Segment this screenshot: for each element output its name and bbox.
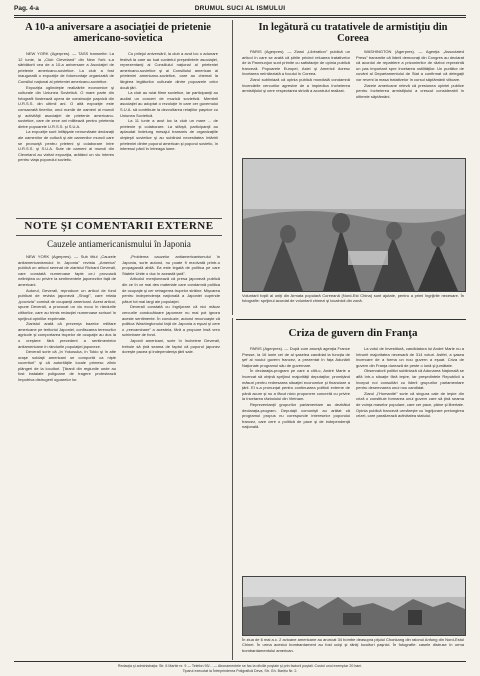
article-4-body-col1: PARIS (Agerpres). — După cum anunţă agenţia France Presse, la 16 iunie cei de al şaselea candidat la funcţia de şef al noului guvern francez, a prezentat în faţa Adunării Naţionale programul său de guvernare. În declaraţia-program pe care a citit-o, André Marie a încercat să obţină sprijinul majorităţii deputaţilor, promiţând măsuri pentru redresarea situaţiei economice şi financiare a ţării. El s-a pronunţat pentru continuarea politicii externe de până acum şi nu a făcut nicio propunere concretă cu privire la încetarea războiului din Vietnam. Reprezentanţii grupurilor parlamentare au dezbătut declaraţia-program. Deputaţii comunişti au arătat că programul propus nu corespunde intereselor poporului francez, care cere o politică de pace şi de independenţă naţională. [242,346,350,430]
article-2-body-col1: PARIS (Agerpres). — Ziarul „Libération" publică un articol în care se arată că ştirile privind reluarea tratativelor de la Panmunjon sunt primite cu satisfacţie de opinia publică franceză. Popoarele Europei, Asiei şi Americii doresc încetarea neîntârziată a focului în Coreea. Ziarul subliniază că opinia publică mondială condamnă încercările cercurilor agresive de a împiedica încheierea armistiţiului şi cere respectarea strictă a acordului realizat. [242,49,350,94]
article-2-photo [242,158,466,292]
page-footer [14,664,466,673]
article-1-title: A 10-a aniversare a asociaţiei de prietenie americano-sovietica [25,22,211,45]
article-2-title: In legătură cu tratativele de armistiţiu din Coreea [258,22,448,45]
article-4-photo [242,576,466,636]
page-number-label: Pag. 4-a [14,5,39,12]
newspaper-name: DRUMUL SUCI AL ISMULUI [194,5,286,12]
column-divider-bottom [232,318,233,660]
article-2-body-col2: WASHINGTON (Agerpres). — Agenţia „Associated Press" transmite că liderii democraţi din Congres au declarat că acordul de repatriere a prizonierilor de război reprezintă un pas important spre încetarea ostilităţilor. Un purtător de cuvânt al Departamentului de Stat a confirmat că delegaţii vor reveni la masa tratativelor în cursul săptămânii viitoare. Ziarele americane relevă că presiunea opiniei publice pentru încheierea armistiţiului a crescut considerabil în ultimele săptămâni. [356,49,464,99]
article-1-body-col1: NEW YORK (Agerpres). — TASS transmite: La 12 iunie, la „Club Cleveland" din New York s-a sărbătorit cea de a 10-a aniversare a Asociaţiei de prietenie americano-sovietice. La club a fost inaugurată o expoziţie de fotomontaje organizată de Consiliul naţional al prieteniei americano-sovietice. Expoziţia oglindeşte realizările economice şi culturale din Uniunea Sovietică. O mare parte din fotografii ilustrează opera de construcţie paşnică din U.R.S.S. din ultimii ani. O altă expoziţie este consacrată tinerilor, unui număr de oameni ai muncii şi activităţii asociaţiei de prietenie americano-sovietice, care de zece ani militează pentru prietenia dintre popoarele U.R.S.S. şi S.U.A. La expoziţie sunt înfăţişate nenumărate declaraţii ale oamenilor de cultură şi ale oamenilor muncii care se pronunţă pentru prieteni şi colaborare între U.R.S.S. şi S.U.A. Sute de oameni ai muncii din Cleveland au vizitat expoziţia, arătând un viu interes pentru viaţa poporului sovietic. [18,51,114,163]
footer-line-2: Tiparul executat la Întreprinderea Poligrafică Deva, Str. Gh. Barițiu Nr. 2. [182,668,298,673]
header-divider-thin [14,17,466,18]
article-2-photo-caption: Voluntarii foştii ai uniţi din Armata populară Coreeană (Nord-Est China) sunt ajutate, pentru a primi îngrijirile necesare. În fotografie: sprijinul acordat de voluntarii chinezi şi localnicii din zonă. [242,293,464,304]
section-heading: NOTE ŞI COMENTARII EXTERNE [24,220,214,232]
header-divider [14,15,466,16]
article-3-title: Cauzele antiamericanismului în Japonia [47,239,191,249]
column-divider-top [232,20,233,315]
article-separator [236,319,466,320]
ruins-photo-illustration [243,577,465,635]
article-4-body-col2: La votul de învestitură, candidatura lui André Marie nu a întrunit majoritatea necesară de 314 voturi. Astfel, a şasea încercare de a forma un nou guvern a eşuat. Criza de guvern din Franţa durează de peste o lună şi jumătate. Observatorii politici subliniază că Adunarea Naţională se află într-o situaţie fără ieşire, iar preşedintele Republicii a început noi consultări cu liderii grupurilor parlamentare pentru desemnarea unui nou candidat. Ziarul „l'Humanité" scrie că singura cale de ieşire din criză o constituie formarea unui guvern care să ţină seama de voinţa maselor populare, care cer pace, pâine şi libertate. Opinia publică franceză urmăreşte cu îngrijorare prelungirea crizei, care paralizează activitatea statului. [356,346,464,419]
article-4-photo-caption: În ziua de 6 mai a.c. 2 avioane americane au aruncat 34 bombe deasupra piţului Chonkang din raionul Anfung din Nord-Estul Chinei. În urma acestui bombardament au fost ucişi şi răniţi locuitori paşnici. În fotografie: casele distruse în urma bombardamentului american. [242,637,464,653]
footer-line-1: Redacţia şi administraţia: Str. 6 Martie nr. 9 — Telefon 93/... — Abonamentele se fac la oficiile poştale şi prin factorii poştali. Costul unui exemplar 20 bani. [117,664,363,668]
page-header [14,4,466,15]
article-3-body-col2: „Problema cauzelor antiamericanismului în Japonia, scrie autorul, nu poate fi rezolvată printr-o propagandă abilă. Ea este legată de politica pe care Statele Unite o duc în această ţară". Articolul menţionează că presa japoneză publică din ce în ce mai des materiale care condamnă politica de ocupaţie şi cer retragerea trupelor străine. Mişcarea pentru independenţa naţională a Japoniei cuprinde pături tot mai largi ale populaţiei. Deverall constată cu îngrijorare că nici măcar cercurile conducătoare japoneze nu mai pot ignora aceste sentimente. În concluzie, autorul recunoaşte că politica Washingtonului faţă de Japonia a eşuat şi cere o „reexaminare" a acesteia, fără a propune însă vreo schimbare de fond. Japonii americani, scrie în încheiere Deverall, trebuie să ţină seama de faptul că poporul japonez doreşte pacea şi independenţa ţării sale. [122,254,220,355]
soldiers-photo-illustration [243,159,465,291]
article-4-title: Criza de guvern din Franţa [288,327,418,339]
article-3-body-col1: NEW YORK (Agerpres). — Sub titlul „Cauzele antiamericanismului în Japonia" revista „America" publică un articol semnat de ziaristul Richard Deverall, care constată numeroase fapte ce-i provoacă neliniştea cu privire la sentimentele japonezilor faţă de americani. Autorul, Deverall, reproduce un articol de fond publicat de revista japoneză „Shugi", care relata „ipocrizia" comisă de ocupanţii americani. Acest articol, spune Deverall, a provocat un viu ecou în rândurile cititorilor, care au trimis redacţiei numeroase scrisori în sprijinul opiniilor exprimate. Ziaristul arată că prezenţa bazelor militare americane pe teritoriul Japoniei, confiscarea terenurilor agricole şi comportarea trupelor de ocupaţie au dus la o creştere fără precedent a sentimentelor antiamericane în rândurile populaţiei japoneze. Deverall scrie că „în Yokosuka, în Tokio şi în alte oraşe soldaţii americani se comportă ca nişte cuceritori" şi că autorităţile locale primesc zilnic plângeri de la locuitori. Ţăranii din regiunile unde au fost instalate poligoane de tragere protestează împotriva distrugerii ogoarelor lor. [18,254,116,383]
footer-divider [14,661,466,662]
article-1-body-col2: Cu prilejul aniversării, la club a avut loc o adunare festivă la care au luat cuvântul preşedintele asociaţiei, reprezentanţi ai Consiliului naţional al prieteniei americano-sovietice şi ai Consiliului american al prieteniei americano-sovietice, care au chemat la lărgirea legăturilor culturale dintre popoarele celor două ţări. La club au rulat filme sovietice, iar participanţii au audiat un concert de muzică sovietică. Membrii asociaţiei au adoptat o rezoluţie în care cer guvernului S.U.A. să contribuie la dezvoltarea relaţiilor paşnice cu Uniunea Sovietică. La 11 iunie a avut loc la club un mare ... de prietenie şi colaborare. La sfârşit, participanţii au aplaudat îndelung mesajul transmis de organizaţiile obşteşti sovietice şi au subliniat necesitatea întăririi prieteniei dintre poporul american şi poporul sovietic, în interesul păcii în întreaga lume. [120,51,218,152]
